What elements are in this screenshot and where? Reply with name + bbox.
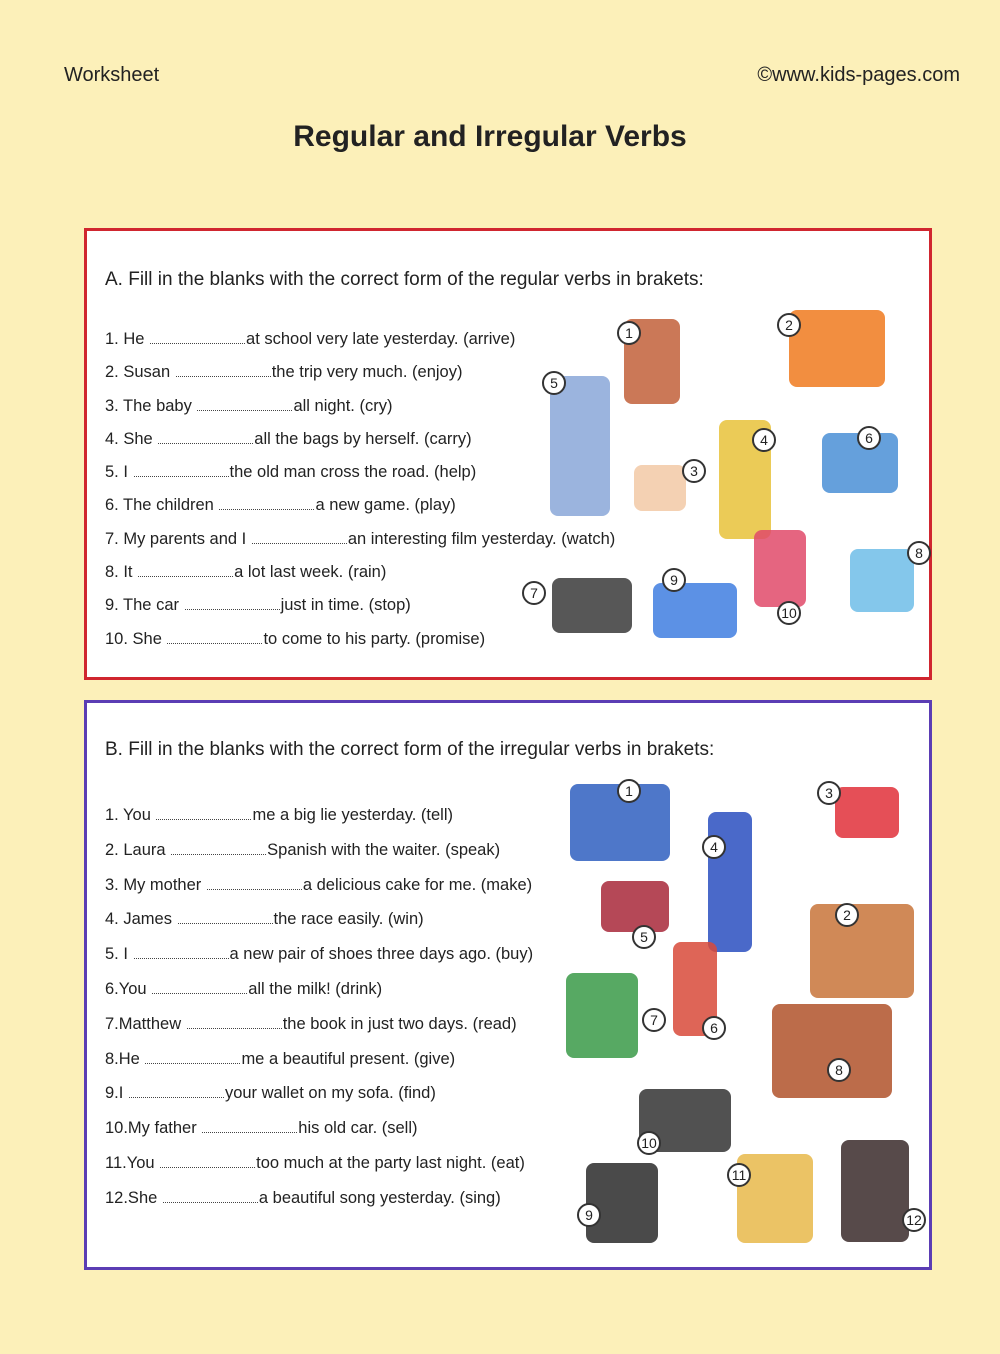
item-prompt: 5. I (105, 463, 133, 482)
red-shoes-image (601, 881, 669, 932)
item-rest: the old man cross the road. (help) (229, 463, 477, 482)
picture-number-badge: 7 (642, 1008, 666, 1032)
page-title: Regular and Irregular Verbs (293, 120, 687, 153)
playing-children-illustration (812, 426, 907, 496)
section-b-instruction: B. Fill in the blanks with the correct form of the irregular verbs in brakets: (105, 739, 715, 760)
exercise-item (105, 1049, 533, 1084)
picture-number-badge: 6 (702, 1016, 726, 1040)
section-b-exercise-list (105, 805, 533, 1223)
item-prompt: 11.You (105, 1153, 160, 1172)
answer-blank[interactable] (167, 629, 262, 644)
answer-blank[interactable] (219, 495, 314, 510)
picture-number-badge: 5 (632, 925, 656, 949)
picture-number-badge: 10 (777, 601, 801, 625)
item-prompt: 8. It (105, 563, 138, 582)
old-man-and-boy-image (550, 376, 610, 516)
picture-number-badge: 10 (637, 1131, 661, 1155)
answer-blank[interactable] (134, 944, 229, 959)
exercise-item (105, 462, 615, 495)
answer-blank[interactable] (134, 462, 229, 477)
rain-cloud-illustration (842, 541, 922, 616)
item-prompt: 1. You (105, 806, 156, 824)
tent-illustration (777, 301, 897, 391)
exercise-item (105, 429, 615, 462)
exercise-item (105, 1118, 533, 1153)
answer-blank[interactable] (152, 979, 247, 994)
picture-number-badge: 9 (577, 1203, 601, 1227)
item-rest: all the milk! (drink) (248, 979, 383, 998)
answer-blank[interactable] (252, 529, 347, 544)
item-prompt: 4. James (105, 910, 177, 929)
item-rest: a new game. (play) (315, 496, 456, 515)
two-boys-talking-illustration (557, 775, 682, 865)
item-prompt: 10.My father (105, 1119, 202, 1138)
restaurant-waiter-illustration (797, 893, 927, 1003)
exercise-item (105, 529, 615, 562)
exercise-item (105, 979, 533, 1014)
answer-blank[interactable] (207, 875, 302, 890)
item-prompt: 3. My mother (105, 875, 206, 894)
answer-blank[interactable] (158, 429, 253, 444)
item-rest: me a big lie yesterday. (tell) (252, 806, 454, 824)
exercise-item (105, 840, 533, 875)
item-rest: to come to his party. (promise) (263, 629, 486, 648)
girl-with-balloons-image (754, 530, 806, 607)
picture-number-badge: 2 (777, 313, 801, 337)
picture-number-badge: 12 (902, 1208, 926, 1232)
exercise-item (105, 495, 615, 528)
baby-illustration (627, 459, 698, 514)
exercise-item (105, 1153, 533, 1188)
picture-number-badge: 4 (752, 428, 776, 452)
item-rest: too much at the party last night. (eat) (256, 1153, 525, 1172)
answer-blank[interactable] (171, 840, 266, 855)
blue-car-image (653, 583, 737, 638)
item-prompt: 3. The baby (105, 396, 197, 415)
rain-cloud-image (850, 549, 914, 613)
item-prompt: 5. I (105, 945, 133, 964)
picture-number-badge: 1 (617, 779, 641, 803)
answer-blank[interactable] (129, 1083, 224, 1098)
item-rest: the race easily. (win) (273, 910, 424, 929)
answer-blank[interactable] (185, 595, 280, 610)
item-rest: his old car. (sell) (298, 1119, 418, 1138)
picture-number-badge: 1 (617, 321, 641, 345)
wallet-illustration (577, 1153, 667, 1248)
answer-blank[interactable] (138, 562, 233, 577)
exercise-item (105, 909, 533, 944)
answer-blank[interactable] (145, 1049, 240, 1064)
cake-image (835, 787, 899, 838)
section-a-exercise-list (105, 329, 615, 662)
giving-present-illustration (757, 993, 907, 1103)
worksheet-label: Worksheet (64, 64, 160, 86)
picture-number-badge: 11 (727, 1163, 751, 1187)
item-prompt: 2. Susan (105, 363, 175, 382)
milk-carton-illustration (667, 931, 722, 1041)
item-rest: at school very late yesterday. (arrive) (246, 330, 516, 348)
exercise-item (105, 875, 533, 910)
item-rest: me a beautiful present. (give) (241, 1049, 456, 1068)
section-b-irregular-verbs (84, 700, 932, 1270)
answer-blank[interactable] (176, 362, 271, 377)
item-rest: a delicious cake for me. (make) (302, 875, 533, 894)
picture-number-badge: 2 (835, 903, 859, 927)
exercise-item (105, 1083, 533, 1118)
section-a-regular-verbs (84, 228, 932, 680)
family-watching-tv-image (552, 578, 632, 633)
exercise-item (105, 1188, 533, 1223)
picture-number-badge: 3 (682, 459, 706, 483)
item-prompt: 10. She (105, 629, 167, 648)
answer-blank[interactable] (150, 329, 245, 344)
old-man-and-boy-illustration (542, 359, 617, 524)
girl-eating-illustration (727, 1143, 822, 1248)
answer-blank[interactable] (163, 1188, 258, 1203)
exercise-item (105, 396, 615, 429)
picture-number-badge: 8 (827, 1058, 851, 1082)
cake-illustration (827, 781, 907, 841)
answer-blank[interactable] (202, 1118, 297, 1133)
blue-car-illustration (642, 572, 747, 641)
item-prompt: 12.She (105, 1188, 162, 1207)
item-prompt: 7. My parents and I (105, 529, 251, 548)
girl-with-balloons-illustration (747, 521, 812, 621)
exercise-item (105, 329, 615, 362)
singer-image (841, 1140, 909, 1242)
item-rest: all night. (cry) (293, 396, 393, 415)
item-prompt: 2. Laura (105, 840, 171, 859)
baby-image (634, 465, 686, 512)
item-rest: an interesting film yesterday. (watch) (347, 529, 616, 548)
picture-number-badge: 4 (702, 835, 726, 859)
item-rest: a lot last week. (rain) (234, 563, 387, 582)
picture-number-badge: 9 (662, 568, 686, 592)
section-a-instruction: A. Fill in the blanks with the correct form of the regular verbs in brakets: (105, 269, 704, 290)
black-car-illustration (627, 1081, 742, 1156)
item-rest: the book in just two days. (read) (282, 1014, 517, 1033)
picture-number-badge: 7 (522, 581, 546, 605)
item-rest: all the bags by herself. (carry) (254, 429, 472, 448)
wallet-image (586, 1163, 658, 1244)
item-prompt: 1. He (105, 330, 150, 348)
item-prompt: 6. The children (105, 496, 219, 515)
item-prompt: 6.You (105, 979, 152, 998)
item-rest: a beautiful song yesterday. (sing) (258, 1188, 501, 1207)
exercise-item (105, 1014, 533, 1049)
exercise-item (105, 944, 533, 979)
item-rest: the trip very much. (enjoy) (271, 363, 463, 382)
item-rest: just in time. (stop) (280, 596, 411, 615)
item-rest: a new pair of shoes three days ago. (buy) (229, 945, 534, 964)
family-watching-tv-illustration (530, 571, 642, 636)
red-shoes-illustration (592, 875, 677, 945)
exercise-item (105, 805, 533, 840)
tent-image (789, 310, 885, 387)
item-prompt: 4. She (105, 429, 158, 448)
giving-present-image (772, 1004, 892, 1098)
restaurant-waiter-image (810, 904, 914, 998)
answer-blank[interactable] (160, 1153, 255, 1168)
answer-blank[interactable] (187, 1014, 282, 1029)
exercise-item (105, 629, 615, 662)
item-prompt: 9.I (105, 1084, 128, 1103)
answer-blank[interactable] (156, 805, 251, 820)
boy-reading-illustration (557, 963, 658, 1063)
answer-blank[interactable] (178, 909, 273, 924)
picture-number-badge: 8 (907, 541, 931, 565)
answer-blank[interactable] (197, 396, 292, 411)
singer-illustration (832, 1128, 922, 1248)
item-prompt: 8.He (105, 1049, 145, 1068)
picture-number-badge: 6 (857, 426, 881, 450)
item-rest: your wallet on my sofa. (find) (224, 1084, 436, 1103)
boy-reading-image (566, 973, 638, 1058)
item-rest: Spanish with the waiter. (speak) (267, 840, 501, 859)
picture-number-badge: 3 (817, 781, 841, 805)
school-illustration (617, 309, 687, 409)
website-credit: ©www.kids-pages.com (757, 64, 960, 86)
picture-number-badge: 5 (542, 371, 566, 395)
item-prompt: 7.Matthew (105, 1014, 186, 1033)
exercise-item (105, 362, 615, 395)
item-prompt: 9. The car (105, 596, 184, 615)
